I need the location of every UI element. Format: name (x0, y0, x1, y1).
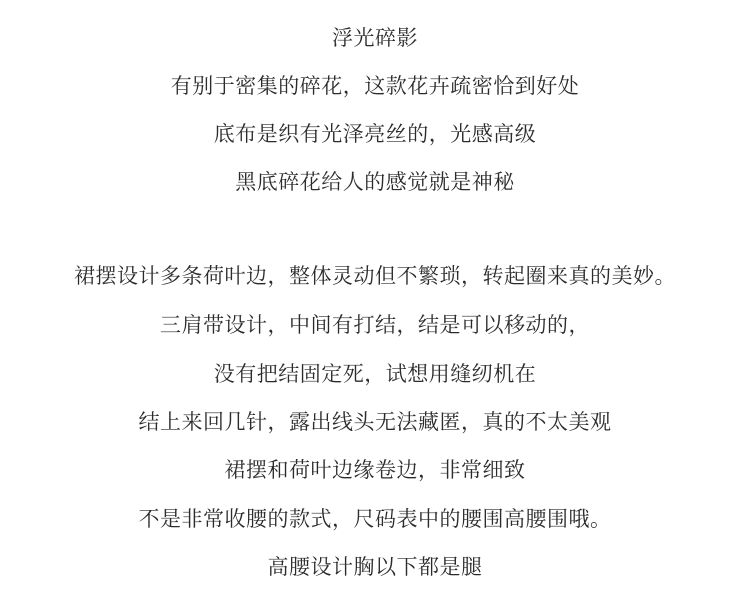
text-line: 黑底碎花给人的感觉就是神秘 (235, 170, 515, 194)
text-line: 不是非常收腰的款式，尺码表中的腰围高腰围哦。 (138, 507, 612, 531)
text-line: 裙摆和荷叶边缘卷边，非常细致 (224, 458, 526, 482)
text-line: 底布是织有光泽亮丝的，光感高级 (213, 122, 537, 146)
text-line: 没有把结固定死，试想用缝纫机在 (213, 362, 537, 386)
text-line: 高腰设计胸以下都是腿 (267, 555, 483, 579)
text-line: 裙摆设计多条荷叶边，整体灵动但不繁琐，转起圈来真的美妙。 (74, 264, 676, 288)
text-line: 三肩带设计，中间有打结，结是可以移动的， (160, 313, 590, 337)
text-line: 有别于密集的碎花，这款花卉疏密恰到好处 (170, 74, 580, 98)
text-line: 结上来回几针，露出线头无法藏匿，真的不太美观 (138, 410, 612, 434)
heading-line: 浮光碎影 (332, 26, 418, 50)
